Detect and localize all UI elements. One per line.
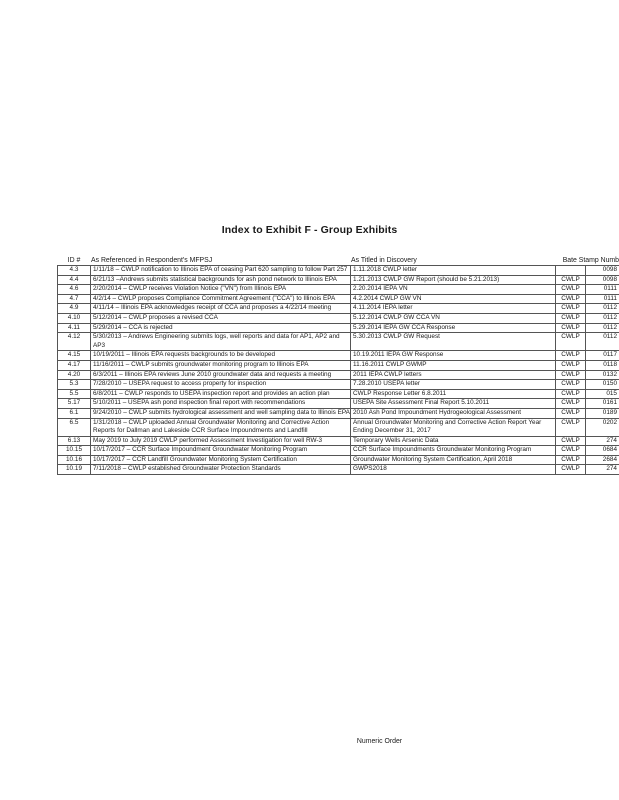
row-bates-number: 0112 (603, 304, 617, 312)
row-id: 6.5 (57, 419, 91, 436)
row-referenced: 1/31/2018 – CWLP uploaded Annual Groundwater Monitoring and Corrective Action Reports for Dallman and Lakeside CCR Surface Impoundments and Landfill (91, 419, 351, 436)
row-bates-prefix: CWLP (556, 456, 586, 465)
row-bates-prefix: CWLP (556, 437, 586, 446)
row-referenced: 5/30/2013 – Andrews Engineering submits logs, well reports and data for AP1, AP2 and AP3 (91, 333, 351, 350)
table-row (57, 333, 619, 351)
row-titled: 5.30.2013 CWLP GW Request (351, 333, 556, 350)
row-bates-prefix: CWLP (556, 361, 586, 370)
table-row (57, 295, 619, 305)
row-bates-number: 0132 (602, 370, 617, 378)
row-id: 4.7 (57, 295, 91, 304)
row-id: 4.17 (57, 361, 91, 370)
row-bates-number: 0118 (603, 360, 617, 368)
row-bates-number: 0112 (603, 333, 617, 341)
row-titled: Temporary Wells Arsenic Data (351, 437, 556, 446)
table-row (57, 380, 619, 390)
row-titled: 2010 Ash Pond Impoundment Hydrogeological Assessment (351, 409, 556, 418)
row-titled: 2.20.2014 IEPA VN (351, 285, 556, 294)
row-bates-number: 2684 (602, 455, 617, 463)
table-row (57, 304, 619, 314)
row-titled: 10.19.2011 IEPA GW Response (351, 351, 556, 360)
header-bates: Bate Stamp Numb (562, 257, 619, 264)
table-row (57, 456, 619, 466)
row-bates-number: 0111 (603, 285, 617, 293)
row-bates-number: 0150 (602, 380, 617, 388)
row-referenced: 6/3/2011 – Illinois EPA reviews June 2010 groundwater data and requests a meeting (91, 371, 351, 380)
row-bates-prefix: CWLP (556, 399, 586, 408)
row-titled: 7.28.2010 USEPA letter (351, 380, 556, 389)
table-header (57, 256, 619, 266)
row-bates-prefix: CWLP (556, 314, 586, 323)
row-id: 5.3 (57, 380, 91, 389)
row-bates-prefix: CWLP (556, 276, 586, 285)
footer-note: Numeric Order (356, 738, 403, 745)
row-bates-prefix: CWLP (556, 390, 586, 399)
row-referenced: 6/21/13 –Andrews submits statistical backgrounds for ash pond network to Illinois EPA (91, 276, 351, 285)
row-id: 4.9 (57, 304, 91, 313)
row-titled: 4.2.2014 CWLP GW VN (351, 295, 556, 304)
row-bates-prefix: CWLP (556, 380, 586, 389)
row-titled: Groundwater Monitoring System Certification, April 2018 (351, 456, 556, 465)
row-titled: CCR Surface Impoundments Groundwater Monitoring Program (351, 446, 556, 455)
row-titled: 5.29.2014 IEPA GW CCA Response (351, 324, 556, 333)
row-bates-number: 015 (606, 389, 617, 397)
row-referenced: 5/29/2014 – CCA is rejected (91, 324, 351, 333)
row-referenced: 7/11/2018 – CWLP established Groundwater Protection Standards (91, 465, 351, 474)
row-id: 4.15 (57, 351, 91, 360)
header-titled: As Titled in Discovery (351, 257, 417, 264)
row-titled: 11.16.2011 CWLP GWMP (351, 361, 556, 370)
exhibit-table (57, 256, 619, 475)
table-row (57, 361, 619, 371)
row-referenced: 6/8/2011 – CWLP responds to USEPA inspection report and provides an action plan (91, 390, 351, 399)
row-bates-number: 274 (606, 465, 617, 473)
row-bates-number: 0098 (602, 275, 617, 283)
row-bates-prefix: CWLP (556, 333, 586, 350)
row-id: 4.4 (57, 276, 91, 285)
row-titled: USEPA Site Assessment Final Report 5.10.2011 (351, 399, 556, 408)
table-row (57, 266, 619, 276)
row-referenced: May 2019 to July 2019 CWLP performed Assessment Investigation for well RW-3 (91, 437, 351, 446)
row-bates-number: 0117 (603, 351, 617, 359)
row-titled: 4.11.2014 IEPA letter (351, 304, 556, 313)
row-referenced: 5/10/2011 – USEPA ash pond inspection final report with recommendations (91, 399, 351, 408)
row-referenced: 9/24/2010 – CWLP submits hydrological assessment and well sampling data to Illinois EPA (93, 408, 350, 416)
row-bates-number: 0189 (602, 408, 617, 416)
row-bates-prefix (556, 266, 586, 275)
row-id: 10.16 (57, 456, 91, 465)
document-title: Index to Exhibit F - Group Exhibits (221, 224, 398, 236)
row-referenced: 1/11/18 – CWLP notification to Illinois EPA of ceasing Part 620 sampling to follow Part 257 (91, 266, 351, 275)
row-bates-prefix: CWLP (556, 409, 586, 418)
row-titled: Annual Groundwater Monitoring and Corrective Action Report Year Ending December 31, 2017 (351, 419, 556, 436)
row-referenced: 11/16/2011 – CWLP submits groundwater monitoring program to Illinois EPA (91, 361, 351, 370)
row-id: 5.5 (57, 390, 91, 399)
row-referenced: 7/28/2010 – USEPA request to access property for inspection (91, 380, 351, 389)
table-row (57, 465, 619, 475)
table-row (57, 399, 619, 409)
row-referenced: 4/2/14 – CWLP proposes Compliance Commitment Agreement ("CCA") to Illinois EPA (91, 295, 351, 304)
table-row (57, 314, 619, 324)
row-titled: 5.12.2014 CWLP GW CCA VN (351, 314, 556, 323)
row-id: 4.6 (57, 285, 91, 294)
table-row (57, 324, 619, 334)
row-id: 4.10 (57, 314, 91, 323)
row-id: 4.20 (57, 371, 91, 380)
row-id: 4.3 (57, 266, 91, 275)
row-id: 6.1 (57, 409, 91, 418)
row-id: 5.17 (57, 399, 91, 408)
row-bates-prefix: CWLP (556, 371, 586, 380)
header-id: ID # (67, 257, 81, 264)
row-bates-number: 0111 (603, 294, 617, 302)
row-referenced: 5/12/2014 – CWLP proposes a revised CCA (91, 314, 351, 323)
row-bates-prefix: CWLP (556, 419, 586, 436)
row-bates-prefix: CWLP (556, 324, 586, 333)
row-referenced: 4/11/14 – Illinois EPA acknowledges receipt of CCA and proposes a 4/22/14 meeting (91, 304, 351, 313)
row-bates-prefix: CWLP (556, 285, 586, 294)
row-bates-prefix: CWLP (556, 465, 586, 474)
table-row (57, 419, 619, 437)
row-id: 10.15 (57, 446, 91, 455)
row-bates-prefix: CWLP (556, 351, 586, 360)
row-titled: 2011 IEPA CWLP letters (351, 371, 556, 380)
row-bates-prefix: CWLP (556, 446, 586, 455)
row-id: 4.12 (57, 333, 91, 350)
table-row (57, 276, 619, 286)
row-titled: 1.11.2018 CWLP letter (351, 266, 556, 275)
row-bates-number: 0098 (602, 266, 617, 273)
table-row (57, 285, 619, 295)
row-bates-number: 0202 (602, 418, 617, 426)
row-referenced: 10/17/2017 – CCR Landfill Groundwater Monitoring System Certification (91, 456, 351, 465)
table-row (57, 351, 619, 361)
table-body (57, 266, 619, 475)
row-bates-prefix: CWLP (556, 295, 586, 304)
table-row (57, 390, 619, 400)
row-titled: 1.21.2013 CWLP GW Report (should be 5.21.2013) (351, 276, 556, 285)
row-bates-number: 0112 (603, 313, 617, 321)
row-bates-number: 0161 (602, 399, 617, 407)
row-id: 10.19 (57, 465, 91, 474)
row-id: 4.11 (57, 324, 91, 333)
row-referenced: 10/17/2017 – CCR Surface Impoundment Groundwater Monitoring Program (91, 446, 351, 455)
row-referenced: 10/19/2011 – Illinois EPA requests backgrounds to be developed (91, 351, 351, 360)
row-bates-number: 0684 (602, 446, 617, 454)
header-referenced: As Referenced in Respondent's MFPSJ (91, 257, 213, 264)
row-titled: GWPS2018 (351, 465, 556, 474)
row-bates-prefix: CWLP (556, 304, 586, 313)
table-row (57, 371, 619, 381)
row-bates-number: 0112 (603, 323, 617, 331)
row-bates-number: 274 (606, 436, 617, 444)
row-id: 6.13 (57, 437, 91, 446)
row-referenced: 2/20/2014 – CWLP receives Violation Notice ("VN") from Illinois EPA (91, 285, 351, 294)
table-row (57, 437, 619, 447)
table-row (57, 409, 619, 419)
table-row (57, 446, 619, 456)
row-titled: CWLP Response Letter 6.8.2011 (351, 390, 556, 399)
